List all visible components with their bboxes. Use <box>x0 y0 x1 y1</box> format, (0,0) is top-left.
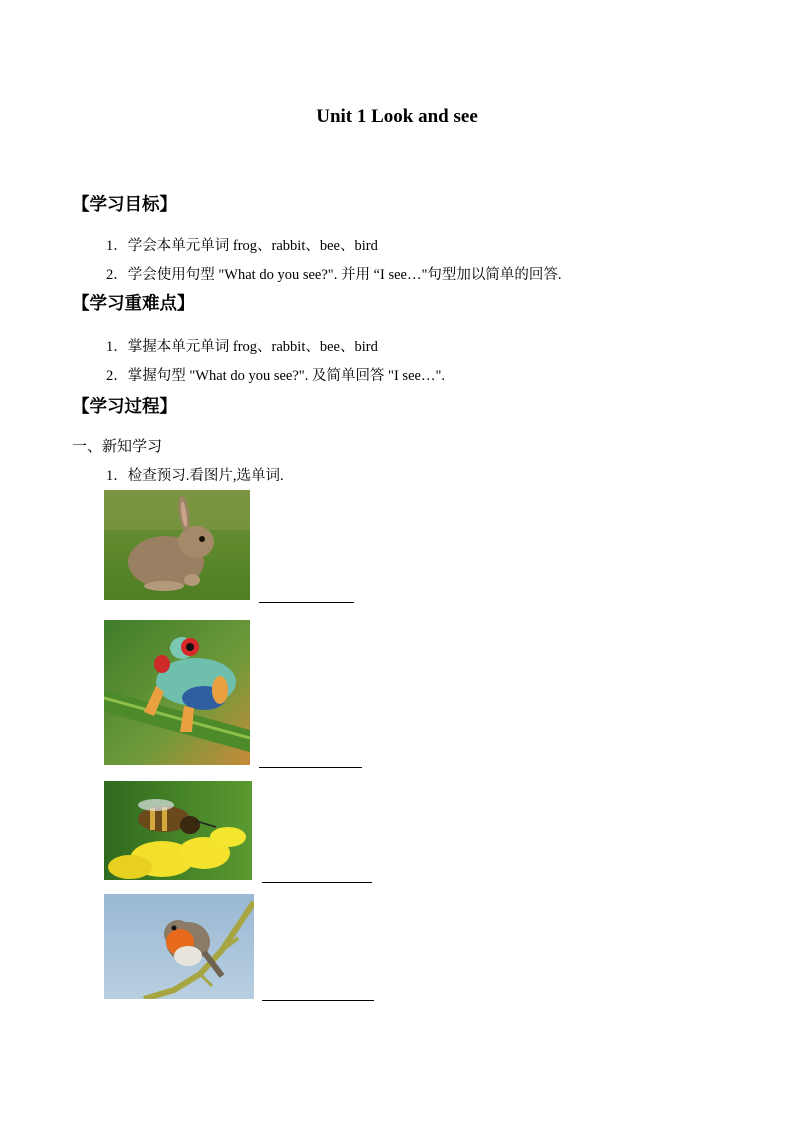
objectives-heading: 【学习目标】 <box>72 194 177 214</box>
answer-blank-1[interactable] <box>259 602 354 603</box>
process-heading: 【学习过程】 <box>72 396 177 416</box>
bee-photo <box>104 781 252 880</box>
key-point-item-1: 1．掌握本单元单词 frog、rabbit、bee、bird <box>106 339 378 355</box>
frog-photo <box>104 620 250 765</box>
objective-item-1: 1．学会本单元单词 frog、rabbit、bee、bird <box>106 238 378 254</box>
key-point-item-2: 2．掌握句型 "What do you see?". 及简单回答 "I see…". <box>106 368 445 384</box>
objective-item-2: 2．学会使用句型 "What do you see?". 并用 “I see…"句型加以简单的回答. <box>106 267 562 283</box>
task-instruction: 1．检查预习.看图片,选单词. <box>106 468 284 484</box>
answer-blank-2[interactable] <box>259 767 362 768</box>
answer-blank-4[interactable] <box>262 1000 374 1001</box>
key-points-heading: 【学习重难点】 <box>72 293 195 313</box>
section-new-learning: 一、新知学习 <box>72 439 163 455</box>
page-title: Unit 1 Look and see <box>316 106 478 127</box>
bird-photo <box>104 894 254 999</box>
answer-blank-3[interactable] <box>262 882 372 883</box>
rabbit-photo <box>104 490 250 600</box>
